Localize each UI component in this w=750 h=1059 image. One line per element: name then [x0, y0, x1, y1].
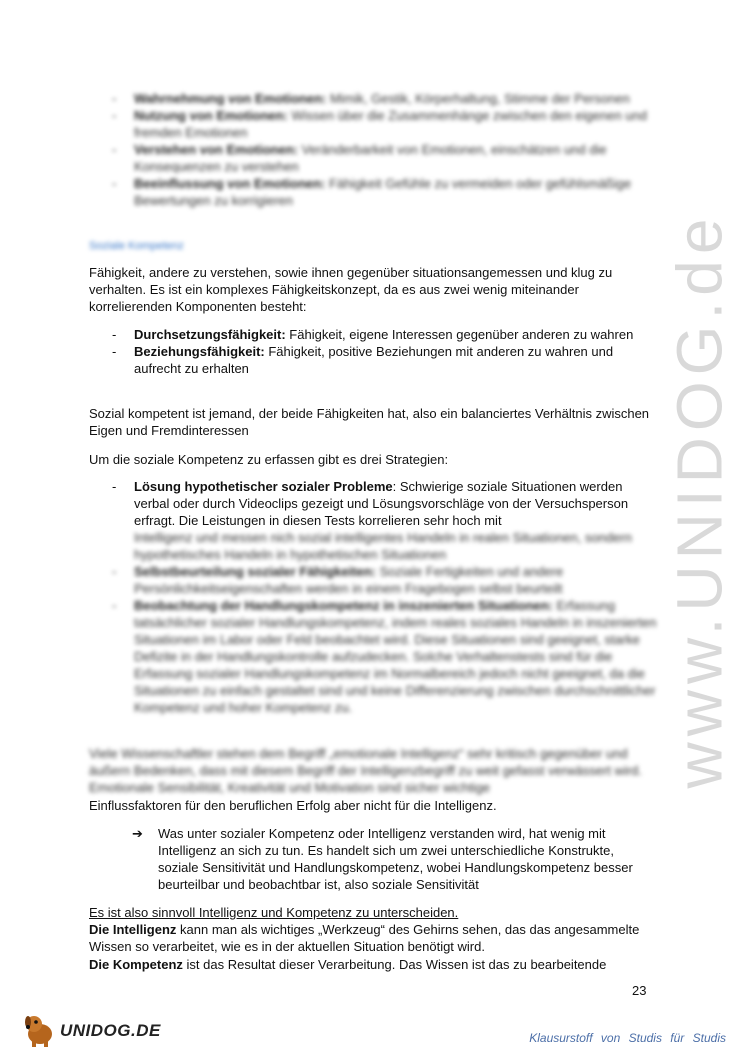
competence-paragraph: Die Kompetenz ist das Resultat dieser Verarbeitung. Das Wissen ist das zu bearbeitende	[89, 957, 607, 972]
arrow-icon: ➔	[132, 826, 143, 841]
footer-text: Klausurstoff von Studis für Studis	[529, 1031, 726, 1045]
list-item: - Wahrnehmung von Emotionen: Mimik, Gestik, Körperhaltung, Stimme der Personen	[112, 90, 660, 107]
balance-paragraph: Sozial kompetent ist jemand, der beide Fähigkeiten hat, also ein balanciertes Verhältnis zwischen Eigen und Fremdinteressen	[89, 406, 650, 438]
dog-icon	[20, 1010, 60, 1050]
conclusion-text: Was unter sozialer Kompetenz oder Intelligenz verstanden wird, hat wenig mit Intelligenz an sich zu tun. Es handelt sich um zwei unterschiedliche Konstrukte, soziale Sensitivität und Handlungskompetenz, wobei Handlungskompetenz besser beurteilbar und beobachtbar ist, also soziale Sensitivität	[158, 826, 633, 892]
distinguish-heading: Es ist also sinnvoll Intelligenz und Kompetenz zu unterscheiden.	[89, 905, 459, 920]
blurred-continuation: Intelligenz und messen nich sozial intelligentes Handeln in realen Situationen, sondern hypothetisches Handeln in hypothetischen Situationen	[134, 530, 632, 562]
emotion-list	[112, 90, 660, 209]
logo-text: UNIDOG.DE	[60, 1021, 161, 1040]
page-number: 23	[632, 983, 647, 998]
list-item: - Selbstbeurteilung sozialer Fähigkeiten: Soziale Fertigkeiten und andere Persönlichkeitseigenschaften werden in einem Fragebogen selbst beurteilt	[112, 563, 660, 597]
watermark	[655, 180, 745, 820]
list-item: - Nutzung von Emotionen: Wissen über die Zusammenhänge zwischen den eigenen und fremden Emotionen	[112, 107, 660, 141]
list-item: - Beeinflussung von Emotionen: Fähigkeit Gefühle zu vermeiden oder gefühlsmäßige Bewertungen zu korrigieren	[112, 175, 660, 209]
strategies-intro: Um die soziale Kompetenz zu erfassen gibt es drei Strategien:	[89, 452, 449, 467]
list-item: - Beziehungsfähigkeit: Fähigkeit, positive Beziehungen mit anderen zu wahren und aufrecht zu erhalten	[112, 343, 660, 377]
section-heading: Soziale Kompetenz	[89, 240, 184, 252]
components-list	[112, 326, 660, 377]
list-item: - Beobachtung der Handlungskompetenz in inszenierten Situationen: Erfassung tatsächlicher sozialer Handlungskompetenz, indem reales soziales Handeln in inszenierten Situationen im Labor oder Feld beobachtet wird. Diese Situationen sind geeignet, starke Defizite in der Handlungskontrolle aufzudecken. Solche Verhaltenstests sind für die Erfassung sozialer Handlungskompetenz im Normalbereich jedoch nicht geeignet, da die Situationen zu einfach gestaltet sind und keine Differenzierung zwischen durchschnittlicher Kompetenz und hoher Kompetenz zu.	[112, 597, 660, 716]
watermark-text: www.UNIDOG.de	[663, 212, 736, 788]
unidog-logo	[20, 1010, 160, 1050]
list-item: - Durchsetzungsfähigkeit: Fähigkeit, eigene Interessen gegenüber anderen zu wahren	[112, 326, 660, 343]
intelligence-paragraph: Die Intelligenz kann man als wichtiges „Werkzeug“ des Gehirns sehen, das das angesammelte Wissen so verarbeitet, wie es in der aktuellen Situation benötigt wird.	[89, 922, 640, 954]
strategies-list	[112, 478, 660, 716]
intro-paragraph: Fähigkeit, andere zu verstehen, sowie ihnen gegenüber situationsangemessen und klug zu verhalten. Es ist ein komplexes Fähigkeitskonzept, da es aus zwei wenig miteinander korrelierenden Komponenten besteht:	[89, 265, 613, 314]
critics-paragraph: Einflussfaktoren für den beruflichen Erfolg aber nicht für die Intelligenz.	[89, 798, 497, 813]
list-item: - Lösung hypothetischer sozialer Probleme: Schwierige soziale Situationen werden verbal oder durch Videoclips gezeigt und Lösungsvorschläge von der Versuchsperson erfragt. Die Leistungen in diesen Tests korrelieren sehr hoch mit Intelligenz und messen nich sozial intelligentes Handeln in realen Situationen, sondern hypothetisches Handeln in hypothetischen Situationen	[112, 478, 660, 563]
critics-paragraph-blurred: Viele Wissenschaftler stehen dem Begriff „emotionale Intelligenz“ sehr kritisch gegenüber und äußern Bedenken, dass mit diesem Begriff der Intelligenzbegriff zu weit gefasst verwässert wird. Emotionale Sensibilität, Kreativität und Motivation sind sicher wichtige	[89, 746, 643, 795]
list-item: - Verstehen von Emotionen: Veränderbarkeit von Emotionen, einschätzen und die Konsequenzen zu verstehen	[112, 141, 660, 175]
